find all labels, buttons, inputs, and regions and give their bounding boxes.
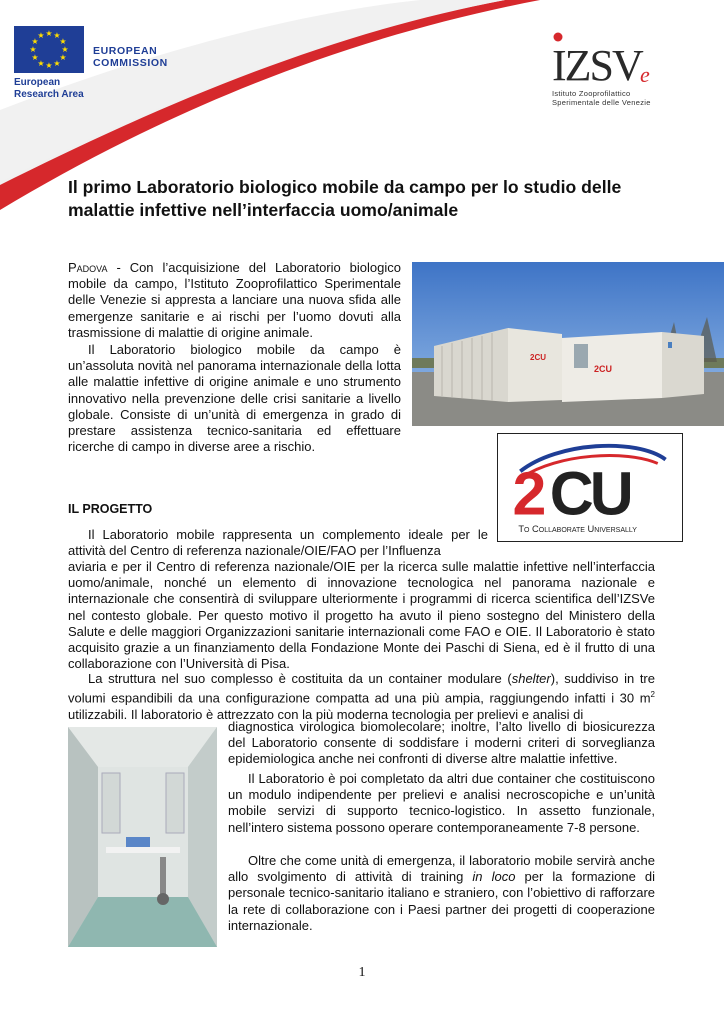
svg-text:★: ★ [45, 61, 53, 70]
progetto-paragraph-3 [228, 771, 655, 836]
lead-text: - Con l’acquisizione del Laboratorio biologico mobile da campo, l’Istituto Zooprofilattico Sperimentale delle Venezie si appresta a lanciare una nuova sfida alle emergenze sanitarie e ai rischi per l’uomo dovuti alla trasmissione di malattie di origine animale. [68, 260, 401, 340]
izsve-caption-line-2: Sperimentale delle Venezie [552, 98, 651, 107]
2cu-logo [497, 433, 683, 542]
progetto-paragraph-2b [228, 719, 655, 768]
svg-text:★: ★ [45, 29, 53, 38]
progetto-paragraph-1a [68, 527, 488, 559]
2cu-caption: To Collaborate Universally [518, 524, 637, 535]
eu-commission-label [93, 45, 213, 69]
svg-text:e: e [640, 62, 650, 87]
section-heading: IL PROGETTO [68, 502, 153, 516]
eu-flag-logo [14, 26, 84, 73]
p2-text-a: La struttura nel suo complesso è costituita da un container modulare ( [88, 671, 512, 686]
page-number: 1 [358, 965, 366, 980]
svg-text:IZSV: IZSV [552, 41, 642, 88]
p2-text-c: utilizzabili. Il laboratorio è attrezzato con la più moderna tecnologia per prelievi e analisi di [68, 706, 584, 722]
era-line-2: Research Area [14, 88, 84, 100]
progetto-paragraph-2b-text: diagnostica virologica biomolecolare; inoltre, l’alto livello di biosicurezza del Laboratorio consente di soddisfare i moderni criteri di sorveglianza epidemiologica anche nei confronti di diverse altre malattie infettive. [228, 719, 655, 767]
lead-paragraph [68, 260, 401, 341]
p4-text-b: per la formazione di personale tecnico-sanitario italiano e straniero, con l’obiettivo di rafforzare la rete di collaborazione con i Paesi partner dei progetti di cooperazione internazionale. [228, 869, 656, 933]
svg-text:★: ★ [59, 37, 67, 46]
lead-place: Padova [68, 260, 108, 275]
container-label-2: 2CU [594, 364, 613, 374]
izsve-caption-line-1: Istituto Zooprofilattico [552, 89, 631, 98]
svg-text:★: ★ [61, 45, 69, 54]
svg-text:2: 2 [512, 459, 543, 528]
svg-text:★: ★ [31, 37, 39, 46]
svg-text:★: ★ [53, 31, 61, 40]
p2-text-b: ), suddiviso in tre volumi espandibili da una configurazione compatta ad una più ampia, raggiungendo infatti i 30 m [68, 671, 655, 706]
p4-text-a: Oltre che come unità di emergenza, il laboratorio mobile servirà anche allo svolgimento di attività di training [228, 853, 655, 885]
lab-interior-photo [68, 727, 217, 947]
svg-text:★: ★ [31, 53, 39, 62]
era-line-1: European [14, 77, 61, 88]
progetto-paragraph-1b [68, 559, 655, 672]
european-research-area-label [14, 77, 114, 100]
svg-text:★: ★ [37, 59, 45, 68]
izsve-caption [552, 89, 682, 107]
izsve-logo [548, 28, 658, 88]
p2-shelter: shelter [511, 671, 551, 686]
svg-text:CU: CU [549, 459, 630, 528]
svg-text:★: ★ [53, 59, 61, 68]
svg-text:★: ★ [37, 31, 45, 40]
lead-paragraph-2-text: Il Laboratorio biologico mobile da campo è un’assoluta novità nel panorama internazionale della lotta alle malattie infettive di origine animale e uno strumento innovativo nella prevenzione delle crisi sanitarie a livello globale. Consiste di un’unità di emergenza in grado di prestare assistenza tecnico-sanitaria ed effettuare ricerche di campo in diverse aree a rischio. [68, 342, 401, 455]
p2-superscript: 2 [650, 690, 655, 700]
svg-text:★: ★ [29, 45, 37, 54]
progetto-paragraph-3-text: Il Laboratorio è poi completato da altri due container che costituiscono un modulo indipendente per prelievi e analisi necroscopiche e un’unità mobile servizi di supporto tecnico-logistico. In assetto funzionale, nell’intero sistema possono operare contemporaneamente 7-8 persone. [228, 771, 655, 835]
progetto-paragraph-1a-text: Il Laboratorio mobile rappresenta un complemento ideale per le attività del Centro di referenza nazionale/OIE/FAO per l’Influenza [68, 527, 488, 559]
article-title: Il primo Laboratorio biologico mobile da campo per lo studio delle malattie infettive nell’interfaccia uomo/animale [68, 177, 622, 220]
svg-text:★: ★ [59, 53, 67, 62]
progetto-paragraph-4 [228, 853, 655, 934]
lead-paragraph-2 [68, 342, 401, 455]
progetto-paragraph-2a [68, 671, 655, 723]
containers-photo [412, 262, 724, 426]
p4-inloco: in loco [472, 869, 516, 885]
eu-commission-line-1: EUROPEAN [93, 45, 158, 57]
eu-commission-line-2: COMMISSION [93, 57, 168, 69]
container-label-1: 2CU [530, 353, 547, 362]
progetto-paragraph-1b-text: aviaria e per il Centro di referenza nazionale/OIE per la ricerca sulle malattie infettive nell’interfaccia uomo/animale, nonché un elemento di innovazione tecnologica nel panorama nazionale e internazionale che consentirà di sviluppare ulteriormente i programmi di ricerca scientifica dell’IZSVe nel contesto globale. Per questo motivo il progetto ha avuto il pieno sostegno del Ministero della Salute e delle maggiori Organizzazioni sanitarie internazionali come FAO e OIE. Il Laboratorio è stato acquisito grazie a un finanziamento della Fondazione Monte dei Paschi di Siena, ed è il frutto di una collaborazione con l’Università di Pisa. [68, 559, 655, 672]
